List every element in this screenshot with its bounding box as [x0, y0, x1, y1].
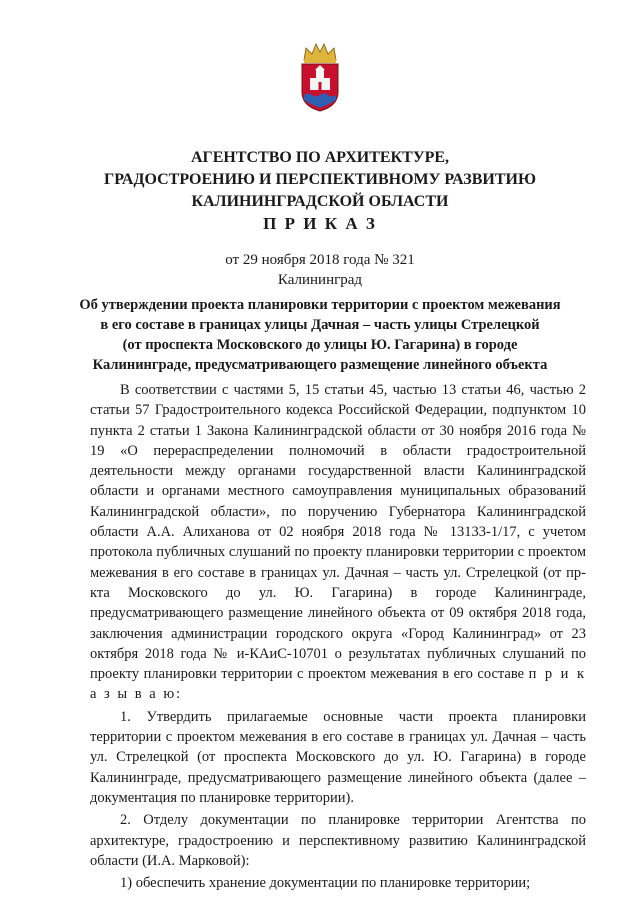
order-meta	[0, 250, 640, 290]
subject-line: Калининграде, предусматривающего размещение линейного объекта	[92, 357, 548, 373]
subject-line: в его составе в границах улицы Дачная – часть улицы Стрелецкой	[100, 317, 540, 333]
document-body	[90, 380, 586, 893]
order-date-number: от 29 ноября 2018 года № 321	[225, 252, 415, 268]
order-title: П Р И К А З	[263, 214, 377, 233]
agency-line: АГЕНТСТВО ПО АРХИТЕКТУРЕ,	[190, 149, 450, 166]
preamble-text: В соответствии с частями 5, 15 статьи 45, частью 13 статьи 46, частью 2 статьи 57 Градостроительного кодекса Российской Федерации, подпунктом 10 пункта 2 статьи 1 Закона Калининградской области от 30 ноября 2016 года № 19 «О перераспределении полномочий в области градостроительной деятельности между органами государственной власти Калининградской области и органами местного самоуправления муниципальных образований Калининградской области», по поручению Губернатора Калининградской области А.А. Алиханова от 02 ноября 2018 года № 13133-1/17, с учетом протокола публичных слушаний по проекту планировки территории с проектом межевания в его составе в границах ул. Дачная – часть ул. Стрелецкой (от пр-кта Московского до ул. Ю. Гагарина) в городе Калининграде, предусматривающего размещение линейного объекта от 09 октября 2018 года, заключения администрации городского округа «Город Калининград» от 23 октября 2018 года № и-КАиС-10701 о результатах публичных слушаний по проекту планировки территории с проектом межевания в его составе	[90, 382, 586, 683]
kaliningrad-coat-of-arms-icon	[296, 40, 344, 112]
subject-line: (от проспекта Московского до улицы Ю. Гагарина) в городе	[122, 337, 518, 353]
preamble-colon: :	[176, 686, 181, 703]
order-city: Калининград	[277, 272, 363, 288]
subject-line: Об утверждении проекта планировки территории с проектом межевания	[79, 297, 561, 313]
clause-2-item-1: 1) обеспечить хранение документации по планировке территории;	[120, 875, 531, 892]
preamble-paragraph	[90, 380, 586, 705]
agency-line: ГРАДОСТРОЕНИЮ И ПЕРСПЕКТИВНОМУ РАЗВИТИЮ	[104, 171, 536, 188]
agency-name	[60, 147, 580, 213]
agency-line: КАЛИНИНГРАДСКОЙ ОБЛАСТИ	[191, 193, 449, 210]
order-subject	[70, 295, 570, 375]
order-verb: п р и к а з ы в а ю	[90, 666, 587, 703]
clause-2-paragraph: 2. Отделу документации по планировке территории Агентства по архитектуре, градостроению и перспективному развитию Калининградской области (И.А. Марковой):	[90, 812, 586, 869]
clause-1-paragraph: 1. Утвердить прилагаемые основные части проекта планировки территории с проектом межевания в его составе в границах ул. Дачная – часть ул. Стрелецкой (от проспекта Московского до ул. Ю. Гагарина) в городе Калининграде, предусматривающего размещение линейного объекта (далее – документация по планировке территории).	[90, 708, 586, 806]
